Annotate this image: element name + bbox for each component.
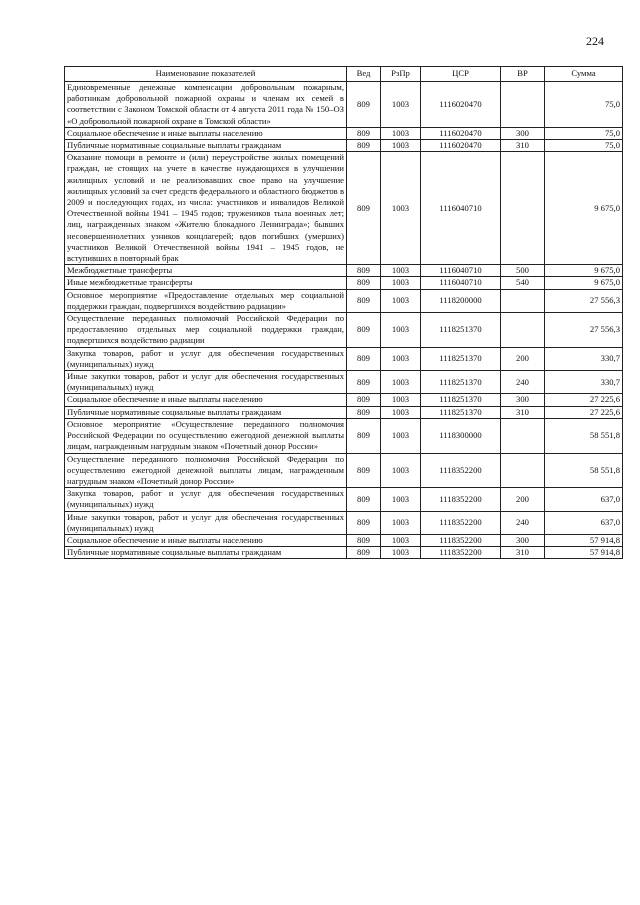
row-name: Основное мероприятие «Осуществление переданного полномочия Российской Федерации по осуществлению ежегодной денежной выплаты лицам, награжденным нагрудным знаком «Почетный донор России» xyxy=(65,418,347,453)
row-vr: 200 xyxy=(501,347,545,370)
row-ved: 809 xyxy=(347,347,381,370)
row-rzpr: 1003 xyxy=(381,488,421,511)
row-vr xyxy=(501,313,545,348)
row-rzpr: 1003 xyxy=(381,418,421,453)
row-vr: 540 xyxy=(501,277,545,289)
row-ved: 809 xyxy=(347,371,381,394)
table-row xyxy=(65,289,623,312)
row-rzpr: 1003 xyxy=(381,534,421,546)
row-ved: 809 xyxy=(347,277,381,289)
row-ved: 809 xyxy=(347,394,381,406)
row-name: Оказание помощи в ремонте и (или) переустройстве жилых помещений граждан, не стоящих на учете в качестве нуждающихся в улучшении жилищных условий и не реализовавших свое право на улучшение жилищных условий за счет средств федерального и областного бюджетов в 2009 и последующих годах, из числа: участников и инвалидов Великой Отечественной войны 1941 – 1945 годов; тружеников тыла военных лет; лиц, награжденных знаком «Жителю блокадного Ленинграда»; бывших несовершеннолетних узников концлагерей; вдов погибших (умерших) участников Великой Отечественной войны 1941 – 1945 годов, не вступивших в повторный брак xyxy=(65,152,347,265)
row-ved: 809 xyxy=(347,488,381,511)
table-row xyxy=(65,418,623,453)
column-header-csr: ЦСР xyxy=(421,67,501,82)
row-ved: 809 xyxy=(347,511,381,534)
row-name: Межбюджетные трансферты xyxy=(65,265,347,277)
row-sum: 27 225,6 xyxy=(545,406,623,418)
row-sum: 75,0 xyxy=(545,140,623,152)
table-row xyxy=(65,127,623,139)
table-row xyxy=(65,453,623,488)
row-csr: 1118251370 xyxy=(421,313,501,348)
row-vr: 310 xyxy=(501,547,545,559)
row-vr: 240 xyxy=(501,371,545,394)
table-row xyxy=(65,534,623,546)
row-name: Осуществление переданного полномочия Российской Федерации по осуществлению ежегодной денежной выплаты лицам, награжденным нагрудным знаком «Почетный донор России» xyxy=(65,453,347,488)
row-sum: 58 551,8 xyxy=(545,453,623,488)
row-vr xyxy=(501,82,545,128)
row-rzpr: 1003 xyxy=(381,127,421,139)
row-csr: 1118251370 xyxy=(421,394,501,406)
table-row xyxy=(65,394,623,406)
row-csr: 1118200000 xyxy=(421,289,501,312)
table-row xyxy=(65,371,623,394)
row-ved: 809 xyxy=(347,547,381,559)
table-row xyxy=(65,82,623,128)
row-csr: 1118352200 xyxy=(421,453,501,488)
row-rzpr: 1003 xyxy=(381,547,421,559)
page-number: 224 xyxy=(586,34,604,48)
row-sum: 637,0 xyxy=(545,511,623,534)
row-ved: 809 xyxy=(347,534,381,546)
row-vr xyxy=(501,152,545,265)
row-sum: 75,0 xyxy=(545,82,623,128)
row-csr: 1116020470 xyxy=(421,127,501,139)
row-csr: 1118251370 xyxy=(421,347,501,370)
row-ved: 809 xyxy=(347,127,381,139)
row-ved: 809 xyxy=(347,289,381,312)
row-name: Публичные нормативные социальные выплаты гражданам xyxy=(65,140,347,152)
row-vr: 310 xyxy=(501,140,545,152)
row-csr: 1118300000 xyxy=(421,418,501,453)
row-csr: 1118352200 xyxy=(421,547,501,559)
row-vr: 200 xyxy=(501,488,545,511)
row-sum: 57 914,8 xyxy=(545,534,623,546)
row-rzpr: 1003 xyxy=(381,511,421,534)
row-csr: 1118352200 xyxy=(421,511,501,534)
row-rzpr: 1003 xyxy=(381,277,421,289)
row-vr xyxy=(501,418,545,453)
header-row xyxy=(65,67,623,82)
row-sum: 330,7 xyxy=(545,347,623,370)
row-name: Иные закупки товаров, работ и услуг для обеспечения государственных (муниципальных) нужд xyxy=(65,511,347,534)
table-row xyxy=(65,140,623,152)
table-body xyxy=(65,82,623,559)
row-name: Единовременные денежные компенсации добровольным пожарным, работникам добровольной пожарной охраны и членам их семей в соответствии с Законом Томской области от 4 августа 2011 года № 150–ОЗ «О добровольной пожарной охране в Томской области» xyxy=(65,82,347,128)
row-name: Иные межбюджетные трансферты xyxy=(65,277,347,289)
row-csr: 1116040710 xyxy=(421,277,501,289)
row-name: Закупка товаров, работ и услуг для обеспечения государственных (муниципальных) нужд xyxy=(65,347,347,370)
row-sum: 9 675,0 xyxy=(545,152,623,265)
row-csr: 1116020470 xyxy=(421,140,501,152)
row-csr: 1118352200 xyxy=(421,534,501,546)
row-name: Публичные нормативные социальные выплаты гражданам xyxy=(65,406,347,418)
row-rzpr: 1003 xyxy=(381,347,421,370)
row-rzpr: 1003 xyxy=(381,453,421,488)
table-row xyxy=(65,547,623,559)
table-header xyxy=(65,67,623,82)
row-vr: 300 xyxy=(501,534,545,546)
row-csr: 1116040710 xyxy=(421,152,501,265)
row-sum: 58 551,8 xyxy=(545,418,623,453)
row-name: Осуществление переданных полномочий Российской Федерации по предоставлению отдельных мер социальной поддержки граждан, подвергшихся воздействию радиации xyxy=(65,313,347,348)
row-csr: 1116020470 xyxy=(421,82,501,128)
row-rzpr: 1003 xyxy=(381,140,421,152)
row-csr: 1118251370 xyxy=(421,406,501,418)
row-vr: 500 xyxy=(501,265,545,277)
row-name: Публичные нормативные социальные выплаты гражданам xyxy=(65,547,347,559)
row-ved: 809 xyxy=(347,82,381,128)
table-row xyxy=(65,511,623,534)
row-sum: 75,0 xyxy=(545,127,623,139)
column-header-sum: Сумма xyxy=(545,67,623,82)
row-csr: 1118251370 xyxy=(421,371,501,394)
row-csr: 1118352200 xyxy=(421,488,501,511)
row-name: Основное мероприятие «Предоставление отдельных мер социальной поддержки граждан, подвергшихся воздействию радиации» xyxy=(65,289,347,312)
table-row xyxy=(65,152,623,265)
table-row xyxy=(65,265,623,277)
row-vr: 310 xyxy=(501,406,545,418)
row-name: Социальное обеспечение и иные выплаты населению xyxy=(65,127,347,139)
row-name: Закупка товаров, работ и услуг для обеспечения государственных (муниципальных) нужд xyxy=(65,488,347,511)
row-ved: 809 xyxy=(347,140,381,152)
row-ved: 809 xyxy=(347,313,381,348)
table-row xyxy=(65,347,623,370)
row-sum: 57 914,8 xyxy=(545,547,623,559)
column-header-ved: Вед xyxy=(347,67,381,82)
row-rzpr: 1003 xyxy=(381,313,421,348)
row-csr: 1116040710 xyxy=(421,265,501,277)
row-ved: 809 xyxy=(347,152,381,265)
budget-table xyxy=(64,66,623,559)
row-rzpr: 1003 xyxy=(381,406,421,418)
row-vr: 300 xyxy=(501,394,545,406)
row-name: Иные закупки товаров, работ и услуг для обеспечения государственных (муниципальных) нужд xyxy=(65,371,347,394)
row-sum: 637,0 xyxy=(545,488,623,511)
row-sum: 27 556,3 xyxy=(545,289,623,312)
row-sum: 9 675,0 xyxy=(545,277,623,289)
row-rzpr: 1003 xyxy=(381,394,421,406)
column-header-rzpr: РзПр xyxy=(381,67,421,82)
row-vr xyxy=(501,453,545,488)
row-ved: 809 xyxy=(347,265,381,277)
row-ved: 809 xyxy=(347,406,381,418)
table-row xyxy=(65,313,623,348)
row-sum: 9 675,0 xyxy=(545,265,623,277)
table-row xyxy=(65,277,623,289)
row-vr: 240 xyxy=(501,511,545,534)
row-name: Социальное обеспечение и иные выплаты населению xyxy=(65,394,347,406)
row-rzpr: 1003 xyxy=(381,289,421,312)
row-rzpr: 1003 xyxy=(381,82,421,128)
column-header-name: Наименование показателей xyxy=(65,67,347,82)
row-rzpr: 1003 xyxy=(381,265,421,277)
column-header-vr: ВР xyxy=(501,67,545,82)
row-name: Социальное обеспечение и иные выплаты населению xyxy=(65,534,347,546)
table-row xyxy=(65,406,623,418)
row-rzpr: 1003 xyxy=(381,152,421,265)
row-sum: 27 556,3 xyxy=(545,313,623,348)
row-sum: 27 225,6 xyxy=(545,394,623,406)
row-vr: 300 xyxy=(501,127,545,139)
row-rzpr: 1003 xyxy=(381,371,421,394)
table-row xyxy=(65,488,623,511)
row-ved: 809 xyxy=(347,453,381,488)
row-ved: 809 xyxy=(347,418,381,453)
row-vr xyxy=(501,289,545,312)
row-sum: 330,7 xyxy=(545,371,623,394)
